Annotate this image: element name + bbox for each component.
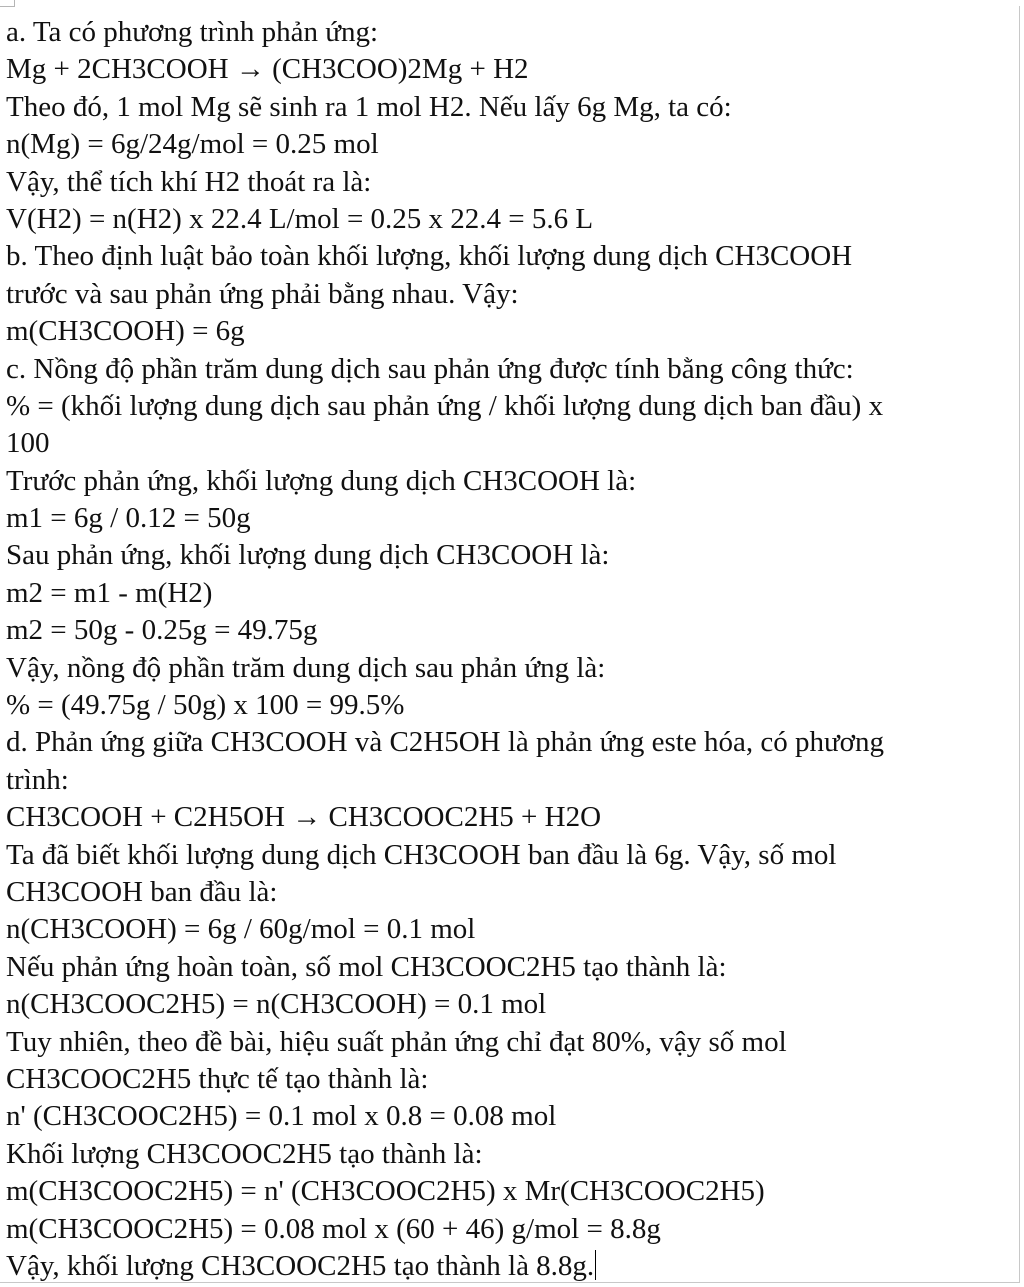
text-cursor [595,1250,596,1280]
text-line: trước và sau phản ứng phải bằng nhau. Vậy: [6,277,519,310]
text-line: Ta đã biết khối lượng dung dịch CH3COOH ban đầu là 6g. Vậy, số mol [6,838,837,871]
text-line: n(CH3COOH) = 6g / 60g/mol = 0.1 mol [6,913,476,946]
text-line: Khối lượng CH3COOC2H5 tạo thành là: [6,1137,483,1170]
text-line: Nếu phản ứng hoàn toàn, số mol CH3COOC2H5 tạo thành là: [6,950,727,983]
text-line: % = (khối lượng dung dịch sau phản ứng / khối lượng dung dịch ban đầu) x [6,389,884,422]
text-line: CH3COOC2H5 thực tế tạo thành là: [6,1062,429,1095]
text-line: Tuy nhiên, theo đề bài, hiệu suất phản ứng chỉ đạt 80%, vậy số mol [6,1025,787,1058]
text-line: 100 [6,427,50,460]
text-line: Mg + 2CH3COOH → (CH3COO)2Mg + H2 [6,53,529,86]
text-line: Vậy, nồng độ phần trăm dung dịch sau phản ứng là: [6,651,606,684]
text-line: m1 = 6g / 0.12 = 50g [6,502,251,535]
text-line: d. Phản ứng giữa CH3COOH và C2H5OH là phản ứng este hóa, có phương [6,726,885,759]
last-line [6,1248,1006,1285]
text-line: c. Nồng độ phần trăm dung dịch sau phản ứng được tính bằng công thức: [6,352,854,385]
text-line: Vậy, khối lượng CH3COOC2H5 tạo thành là 8.8g. [6,1249,595,1282]
text-line: n' (CH3COOC2H5) = 0.1 mol x 0.8 = 0.08 mol [6,1100,557,1133]
text-line: b. Theo định luật bảo toàn khối lượng, khối lượng dung dịch CH3COOH [6,240,853,273]
text-line: Trước phản ứng, khối lượng dung dịch CH3COOH là: [6,464,637,497]
text-line: V(H2) = n(H2) x 22.4 L/mol = 0.25 x 22.4 = 5.6 L [6,202,594,235]
text-line: Vậy, thể tích khí H2 thoát ra là: [6,165,372,198]
text-line: m(CH3COOH) = 6g [6,315,245,348]
text-line: Theo đó, 1 mol Mg sẽ sinh ra 1 mol H2. Nếu lấy 6g Mg, ta có: [6,90,732,123]
document-page[interactable] [0,6,1020,1283]
document-body[interactable] [6,14,1006,1285]
text-line: CH3COOH + C2H5OH → CH3COOC2H5 + H2O [6,801,602,834]
text-line: m(CH3COOC2H5) = 0.08 mol x (60 + 46) g/mol = 8.8g [6,1212,661,1245]
text-line: n(Mg) = 6g/24g/mol = 0.25 mol [6,128,379,161]
text-line: % = (49.75g / 50g) x 100 = 99.5% [6,689,405,722]
text-line: m2 = 50g - 0.25g = 49.75g [6,614,318,647]
text-line: Sau phản ứng, khối lượng dung dịch CH3COOH là: [6,539,610,572]
text-line: a. Ta có phương trình phản ứng: [6,16,379,48]
text-line: m2 = m1 - m(H2) [6,576,213,609]
text-line: trình: [6,763,69,796]
text-line: CH3COOH ban đầu là: [6,875,278,908]
text-line: m(CH3COOC2H5) = n' (CH3COOC2H5) x Mr(CH3COOC2H5) [6,1175,765,1208]
text-line: n(CH3COOC2H5) = n(CH3COOH) = 0.1 mol [6,988,547,1021]
